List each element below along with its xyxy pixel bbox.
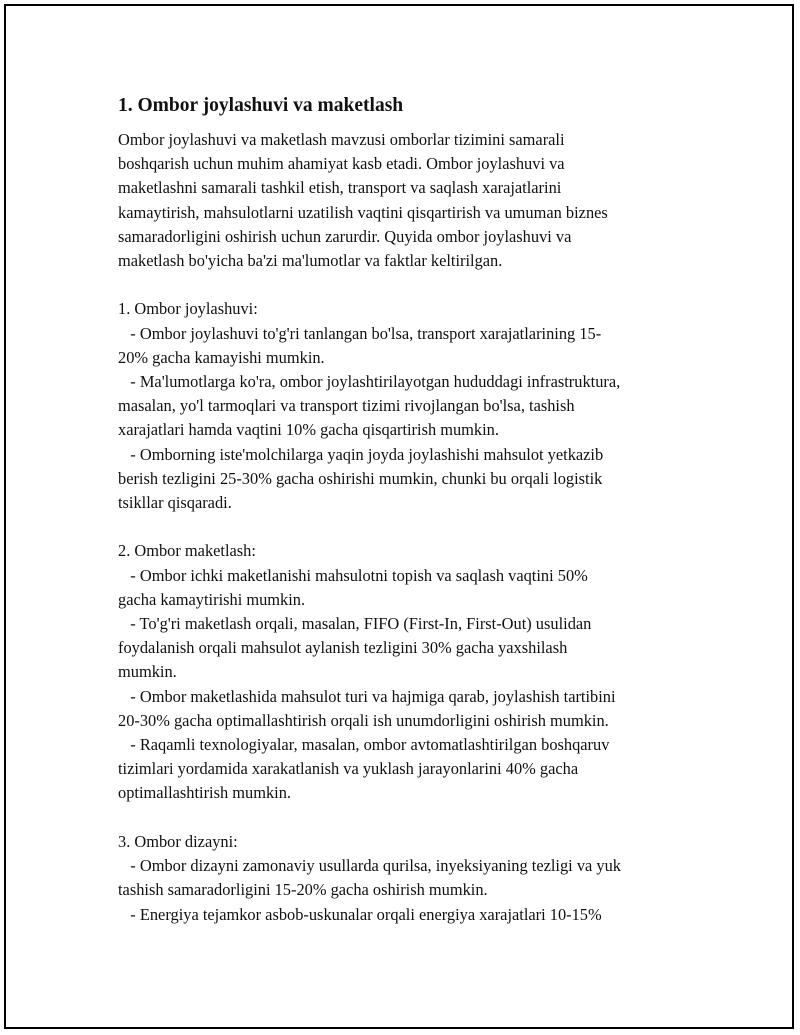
document-body: Ombor joylashuvi va maketlash mavzusi omborlar tizimini samarali boshqarish uchun muhim ahamiyat kasb etadi. Ombor joylashuvi va maketlashni samarali tashkil etish, transport va saqlash xarajatlarini kamaytirish, mahsulotlarni uzatilish vaqtini qisqartirish va umuman biznes samaradorligini oshirish uchun zarurdir. Quyida ombor joylashuvi va maketlash bo'yicha ba'zi ma'lumotlar va faktlar keltirilgan. 1. Ombor joylashuvi: - Ombor joylashuvi to'g'ri tanlangan bo'lsa, transport xarajatlarining 15- 20% gacha kamayishi mumkin. - Ma'lumotlarga ko'ra, ombor joylashtirilayotgan hududdagi infrastruktura, masalan, yo'l tarmoqlari va transport tizimi rivojlangan bo'lsa, tashish xarajatlari hamda vaqtini 10% gacha qisqartirish mumkin. - Omborning iste'molchilarga yaqin joyda joylashishi mahsulot yetkazib berish tezligini 25-30% gacha oshirishi mumkin, chunki bu orqali logistik tsikllar qisqaradi. 2. Ombor maketlash: - Ombor ichki maketlanishi mahsulotni topish va saqlash vaqtini 50% gacha kamaytirishi mumkin. - To'g'ri maketlash orqali, masalan, FIFO (First-In, First-Out) usulidan foydalanish orqali mahsulot aylanish tezligini 30% gacha yaxshilash mumkin. - Ombor maketlashida mahsulot turi va hajmiga qarab, joylashish tartibini 20-30% gacha optimallashtirish orqali ish unumdorligini oshirish mumkin. - Raqamli texnologiyalar, masalan, ombor avtomatlashtirilgan boshqaruv tizimlari yordamida xarakatlanish va yuklash jarayonlarini 40% gacha optimallashtirish mumkin. 3. Ombor dizayni: - Ombor dizayni zamonaviy usullarda qurilsa, inyeksiyaning tezligi va yuk tashish samaradorligini 15-20% gacha oshirish mumkin. - Energiya tejamkor asbob-uskunalar orqali energiya xarajatlari 10-15% (118, 130, 621, 924)
document-title: 1. Ombor joylashuvi va maketlash (118, 95, 404, 116)
document-content (118, 93, 688, 927)
